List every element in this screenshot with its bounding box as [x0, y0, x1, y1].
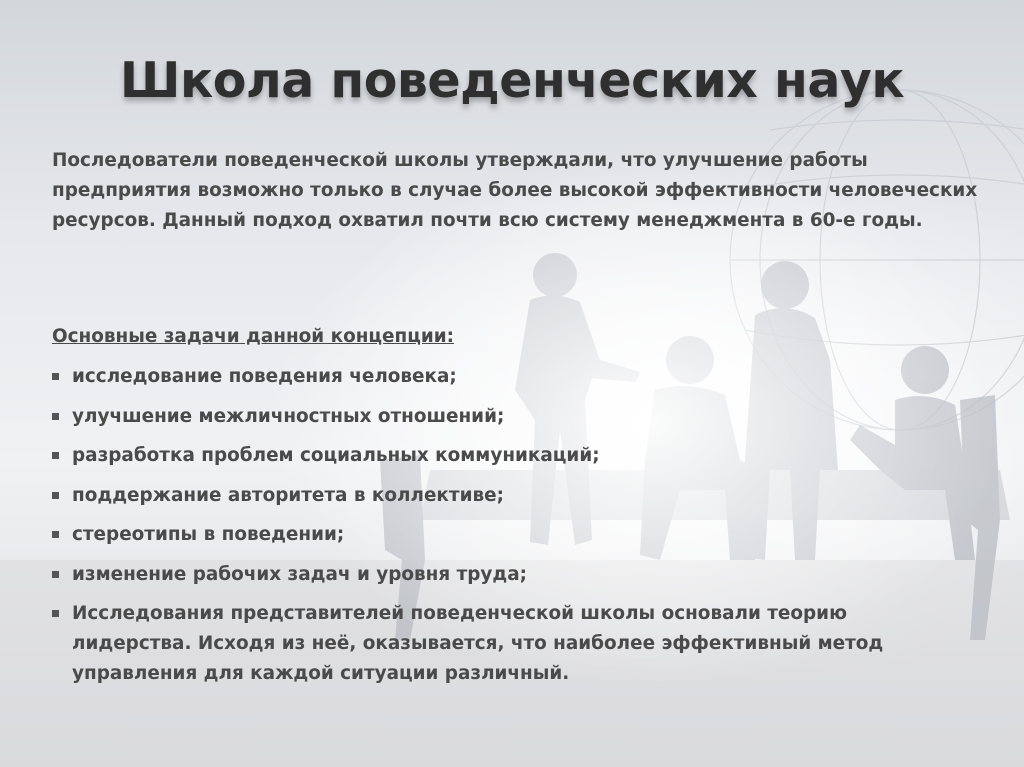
list-item	[52, 481, 932, 511]
list-item	[52, 560, 932, 590]
list-item-text: стереотипы в поведении;	[72, 524, 345, 545]
list-item-text: разработка проблем социальных коммуникаций;	[72, 445, 600, 466]
square-bullet-icon	[52, 571, 59, 578]
list-item-text: Исследования представителей поведенческой школы основали теорию лидерства. Исходя из неё, оказывается, что наиболее эффективный метод управления для каждой ситуации различный.	[72, 603, 884, 684]
list-item	[52, 402, 932, 432]
list-item-text: исследование поведения человека;	[72, 366, 457, 387]
square-bullet-icon	[52, 452, 59, 459]
square-bullet-icon	[52, 492, 59, 499]
slide-title: Школа поведенческих наук	[119, 52, 905, 109]
list-item	[52, 520, 932, 550]
square-bullet-icon	[52, 531, 59, 538]
square-bullet-icon	[52, 413, 59, 420]
intro-paragraph: Последователи поведенческой школы утверждали, что улучшение работы предприятия возможно только в случае более высокой эффективности человеческих ресурсов. Данный подход охватил почти всю систему менеджмента в 60-е годы.	[52, 150, 978, 231]
list-item	[52, 362, 932, 392]
list-item-text: изменение рабочих задач и уровня труда;	[72, 563, 527, 585]
list-item-text: поддержание авторитета в коллективе;	[72, 484, 504, 506]
section-heading: Основные задачи данной концепции:	[52, 326, 454, 347]
square-bullet-icon	[52, 610, 59, 617]
square-bullet-icon	[52, 373, 59, 380]
tasks-list	[52, 362, 932, 699]
list-item	[52, 441, 932, 471]
list-item-text: улучшение межличностных отношений;	[72, 405, 505, 427]
list-item	[52, 599, 932, 689]
